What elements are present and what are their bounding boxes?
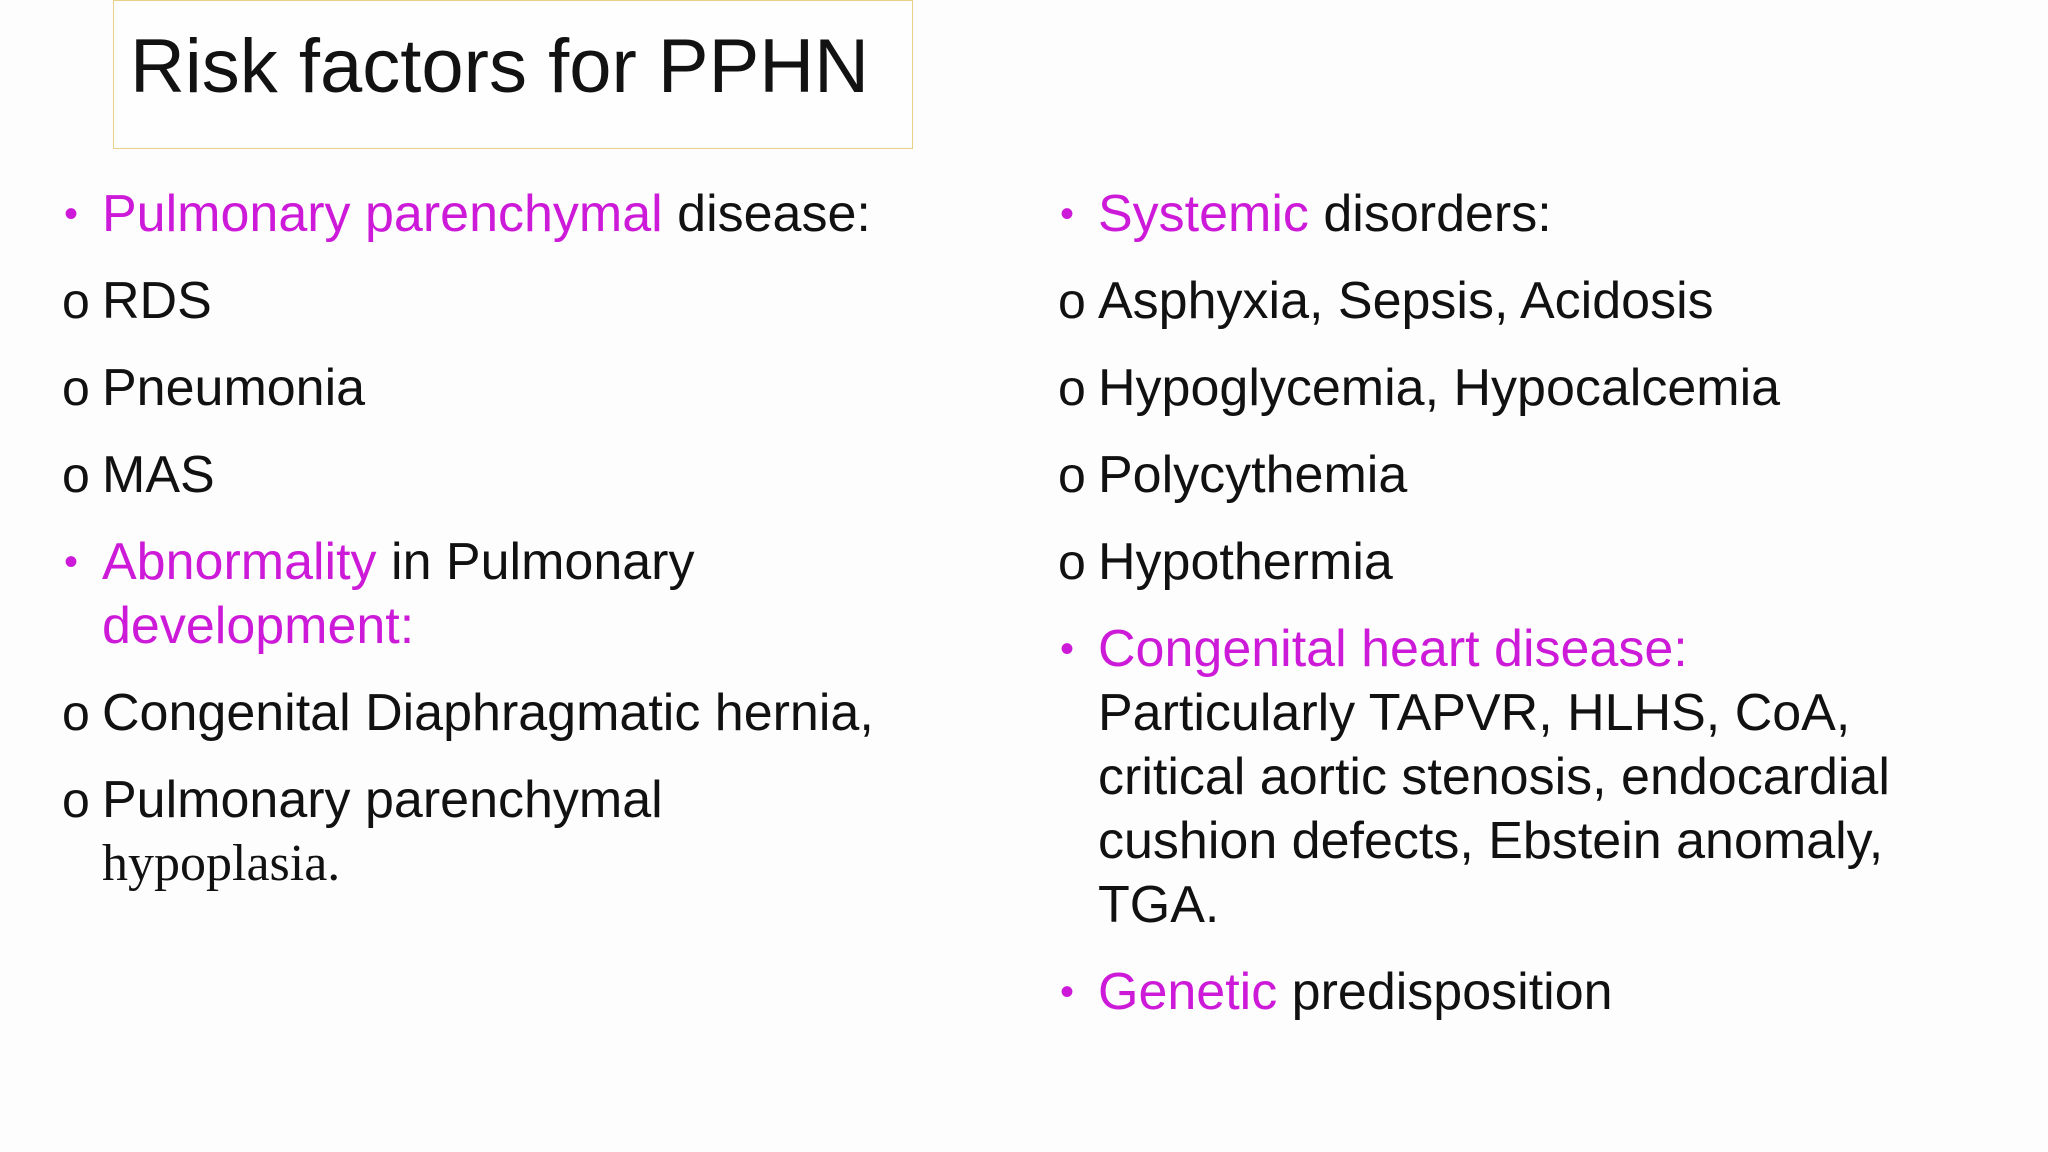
- subitem-hypoplasia: [62, 768, 1002, 896]
- item-text: disorders:: [1308, 185, 1552, 243]
- circle-bullet-icon: o: [1058, 447, 1086, 503]
- item-text: Particularly TAPVR, HLHS, CoA,: [1098, 684, 1851, 742]
- item-text: MAS: [102, 446, 215, 504]
- accent-text: development:: [102, 597, 415, 655]
- item-text: Pulmonary parenchymal: [102, 771, 663, 829]
- accent-text: Abnormality: [102, 533, 377, 591]
- slide-title: Risk factors for PPHN: [130, 24, 870, 109]
- subitem-rds: [62, 269, 1002, 333]
- subitem-asphyxia: [1058, 269, 1998, 333]
- accent-text: Congenital heart disease:: [1098, 620, 1688, 678]
- circle-bullet-icon: o: [1058, 534, 1086, 590]
- circle-bullet-icon: o: [62, 772, 90, 828]
- circle-bullet-icon: o: [62, 273, 90, 329]
- bullet-systemic: [1058, 182, 1998, 246]
- bullet-icon: •: [1060, 192, 1075, 236]
- item-text: predisposition: [1277, 963, 1613, 1021]
- title-box: [113, 0, 913, 149]
- item-text: hypoplasia.: [102, 835, 341, 892]
- accent-text: Pulmonary parenchymal: [102, 185, 663, 243]
- circle-bullet-icon: o: [62, 447, 90, 503]
- subitem-hypoglycemia: [1058, 356, 1998, 420]
- bullet-congenital-heart-disease: [1058, 617, 1998, 937]
- circle-bullet-icon: o: [62, 685, 90, 741]
- subitem-hypothermia: [1058, 530, 1998, 594]
- bullet-icon: •: [1060, 970, 1075, 1014]
- accent-text: Genetic: [1098, 963, 1278, 1021]
- item-text: TGA.: [1098, 876, 1220, 934]
- item-text: Hypothermia: [1098, 533, 1393, 591]
- subitem-mas: [62, 443, 1002, 507]
- bullet-pulmonary-parenchymal: [62, 182, 1002, 246]
- circle-bullet-icon: o: [1058, 273, 1086, 329]
- item-text: Polycythemia: [1098, 446, 1408, 504]
- bullet-icon: •: [64, 192, 79, 236]
- subitem-cdh: [62, 681, 1002, 745]
- circle-bullet-icon: o: [62, 360, 90, 416]
- subitem-pneumonia: [62, 356, 1002, 420]
- right-column: [1058, 182, 1998, 1047]
- bullet-genetic: [1058, 960, 1998, 1024]
- item-text: Congenital Diaphragmatic hernia,: [102, 684, 874, 742]
- accent-text: Systemic: [1098, 185, 1309, 243]
- item-text: Pneumonia: [102, 359, 366, 417]
- item-text: RDS: [102, 272, 212, 330]
- item-text: critical aortic stenosis, endocardial: [1098, 748, 1890, 806]
- bullet-abnormality: [62, 530, 1002, 658]
- bullet-icon: •: [64, 540, 79, 584]
- item-text: cushion defects, Ebstein anomaly,: [1098, 812, 1884, 870]
- subitem-polycythemia: [1058, 443, 1998, 507]
- item-text: disease:: [662, 185, 871, 243]
- item-text: in Pulmonary: [376, 533, 695, 591]
- item-text: Hypoglycemia, Hypocalcemia: [1098, 359, 1781, 417]
- left-column: [62, 182, 1002, 919]
- item-text: Asphyxia, Sepsis, Acidosis: [1098, 272, 1714, 330]
- bullet-icon: •: [1060, 627, 1075, 671]
- circle-bullet-icon: o: [1058, 360, 1086, 416]
